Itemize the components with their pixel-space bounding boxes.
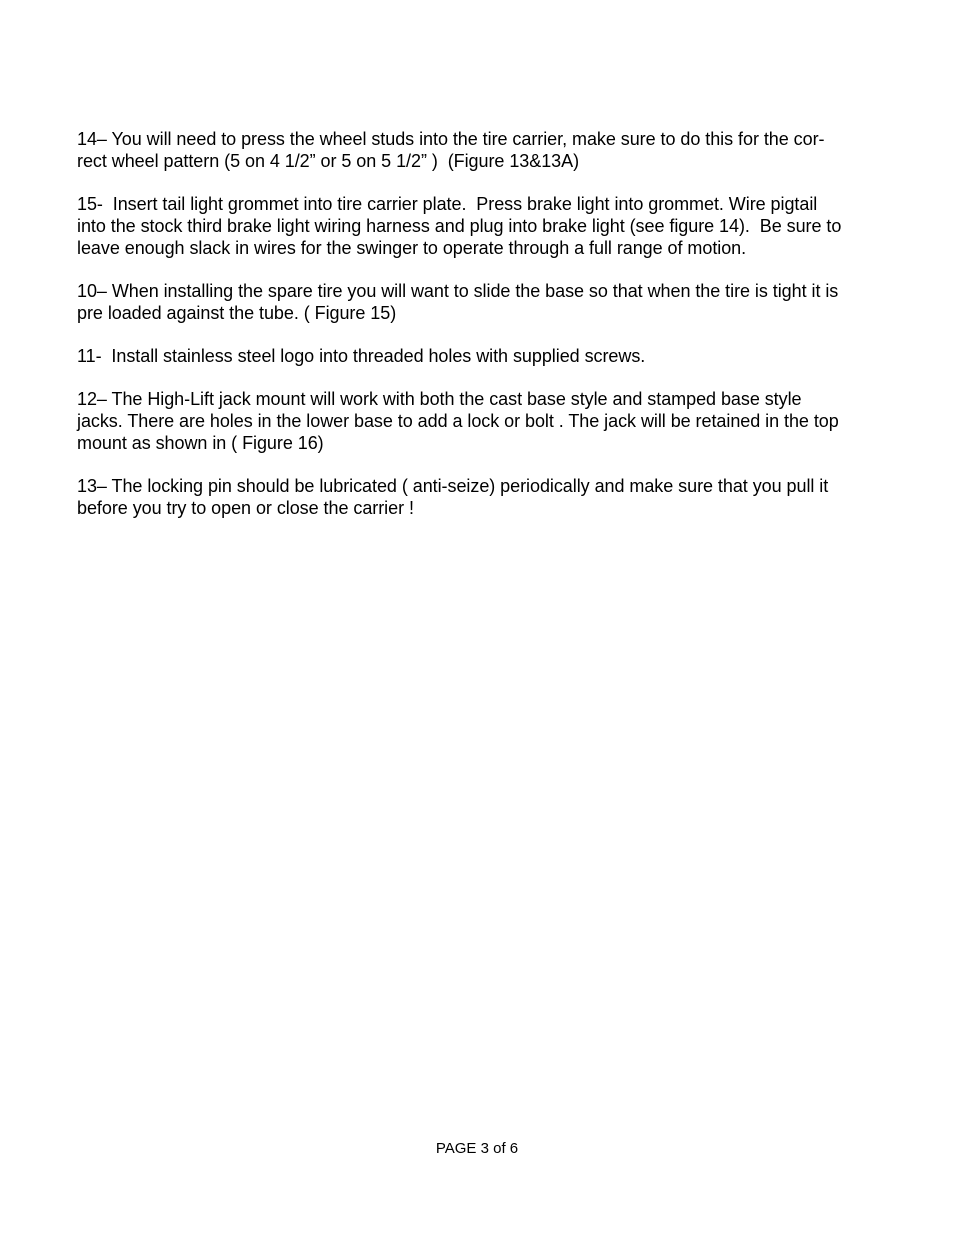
step-line: 15- Insert tail light grommet into tire carrier plate. Press brake light into grommet. Wire pigtail xyxy=(77,194,818,214)
instruction-step-13 xyxy=(77,475,882,519)
instruction-step-11 xyxy=(77,345,882,367)
step-line: pre loaded against the tube. ( Figure 15) xyxy=(77,303,397,323)
instructions-body xyxy=(77,128,882,540)
instruction-step-14 xyxy=(77,128,882,172)
instruction-step-12 xyxy=(77,388,882,454)
step-line: 11- Install stainless steel logo into threaded holes with supplied screws. xyxy=(77,346,646,366)
step-line: mount as shown in ( Figure 16) xyxy=(77,433,324,453)
step-line: 12– The High-Lift jack mount will work with both the cast base style and stamped base style xyxy=(77,389,802,409)
step-line: 10– When installing the spare tire you will want to slide the base so that when the tire is tight it is xyxy=(77,281,839,301)
step-line: leave enough slack in wires for the swinger to operate through a full range of motion. xyxy=(77,238,747,258)
page-number-footer: PAGE 3 of 6 xyxy=(435,1140,519,1157)
step-line: rect wheel pattern (5 on 4 1/2” or 5 on 5 1/2” ) (Figure 13&13A) xyxy=(77,151,580,171)
instruction-step-10 xyxy=(77,280,882,324)
step-line: jacks. There are holes in the lower base to add a lock or bolt . The jack will be retained in the top xyxy=(77,411,839,431)
step-line: 14– You will need to press the wheel studs into the tire carrier, make sure to do this for the cor- xyxy=(77,129,825,149)
step-line: 13– The locking pin should be lubricated ( anti-seize) periodically and make sure that you pull it xyxy=(77,476,829,496)
step-line: before you try to open or close the carrier ! xyxy=(77,498,414,518)
step-line: into the stock third brake light wiring harness and plug into brake light (see figure 14). Be sure to xyxy=(77,216,842,236)
instruction-step-15 xyxy=(77,193,882,259)
